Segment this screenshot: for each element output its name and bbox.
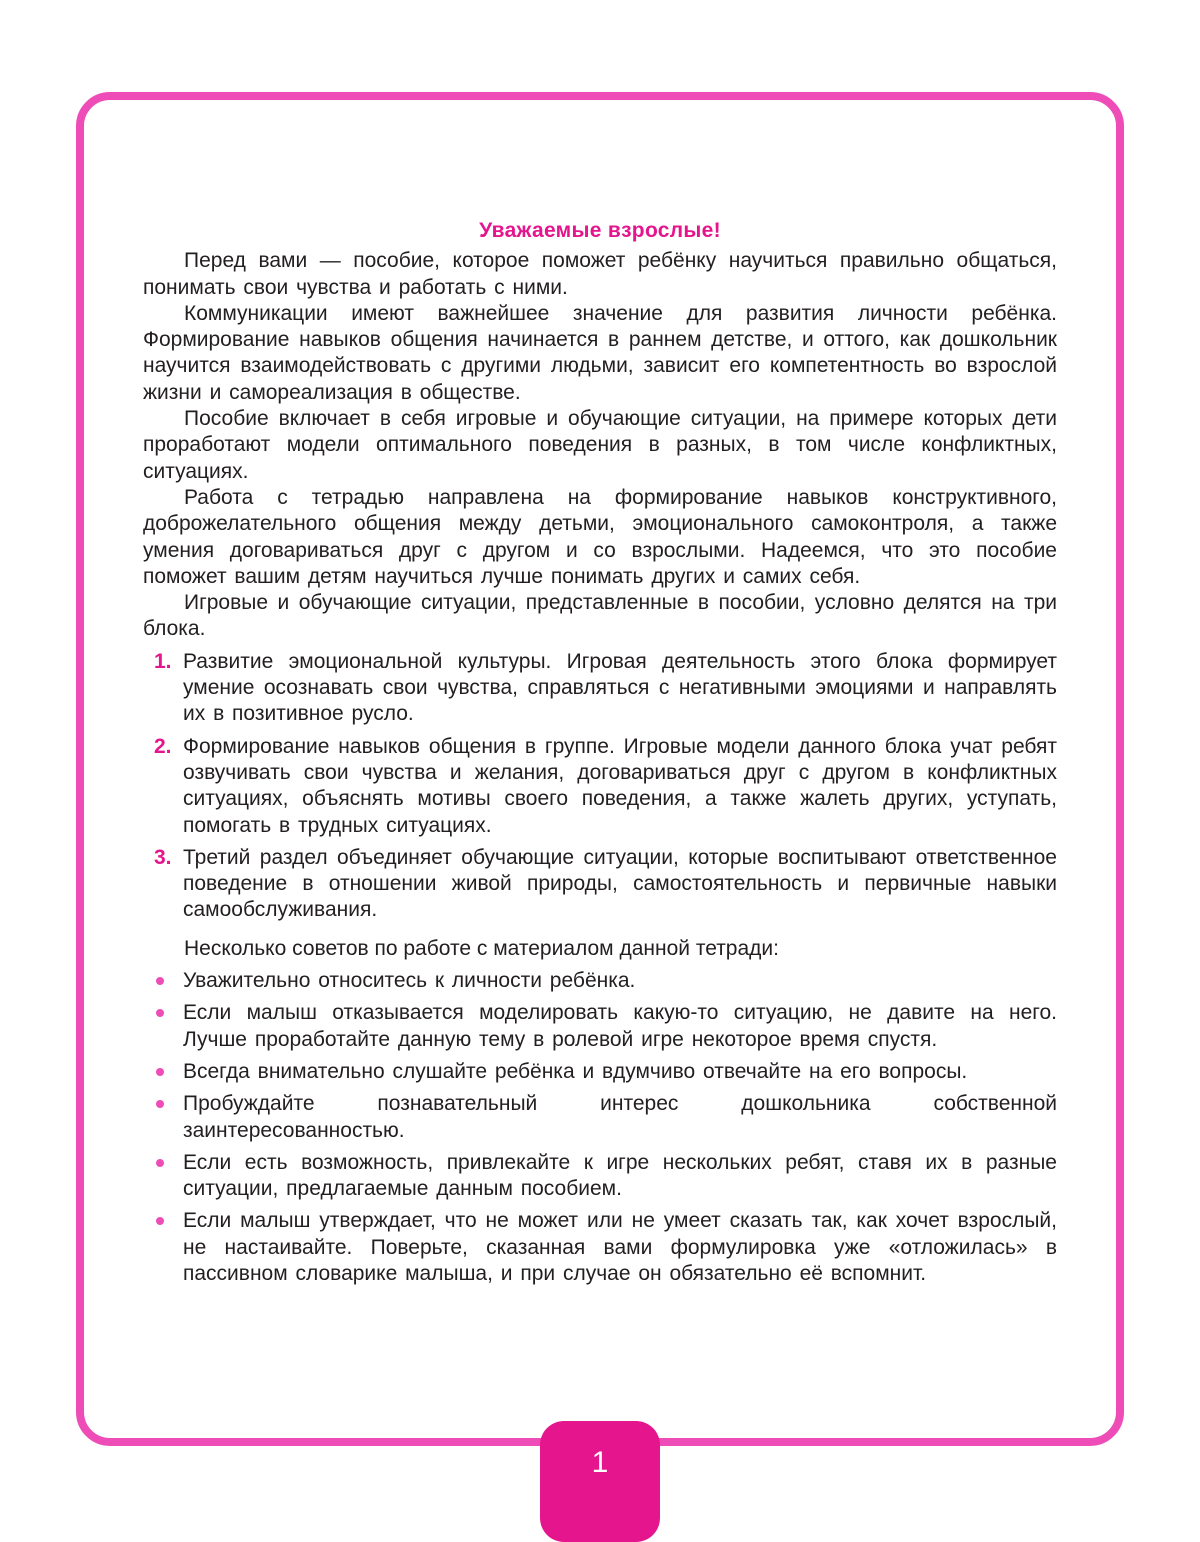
bullet-dot-icon — [156, 1068, 164, 1076]
tip-text: Если малыш отказывается моделировать какую-то ситуацию, не давите на него. Лучше проработайте данную тему в ролевой игре некоторое время спустя. — [183, 1001, 1057, 1051]
bullet-dot-icon — [156, 977, 164, 985]
block-item-1 — [143, 649, 1057, 728]
bullet-dot-icon — [156, 1217, 164, 1225]
intro-paragraph-2: Коммуникации имеют важнейшее значение для развития личности ребёнка. Формирование навыков общения начинается в раннем детстве, и оттого, как дошкольник научится взаимодействовать с другими людьми, зависит его компетентность во взрослой жизни и самореализация в обществе. — [143, 301, 1057, 404]
tip-item — [143, 1059, 1057, 1085]
block-text: Формирование навыков общения в группе. Игровые модели данного блока учат ребят озвучивать свои чувства и желания, договариваться друг с другом в конфликтных ситуациях, объяснять мотивы своего поведения, а также жалеть других, уступать, помогать в трудных ситуациях. — [183, 734, 1057, 837]
intro-paragraph-3: Пособие включает в себя игровые и обучающие ситуации, на примере которых дети проработают модели оптимального поведения в разных, в том числе конфликтных, ситуациях. — [143, 407, 1057, 483]
intro-paragraph-4: Работа с тетрадью направлена на формирование навыков конструктивного, доброжелательного общения между детьми, эмоционального самоконтроля, а также умения договариваться друг с другом и со взрослыми. Надеемся, что это пособие поможет вашим детям научиться лучше понимать других и самих себя. — [143, 485, 1057, 588]
tip-text: Если малыш утверждает, что не может или не умеет сказать так, как хочет взрослый, не настаивайте. Поверьте, сказанная вами формулировка уже «отложилась» в пассивном словарике малыша, и при случае он обязательно её вспомнит. — [183, 1209, 1057, 1285]
block-number: 1. — [154, 649, 172, 673]
tip-text: Всегда внимательно слушайте ребёнка и вдумчиво отвечайте на его вопросы. — [183, 1059, 968, 1083]
tips-intro: Несколько советов по работе с материалом данной тетради: — [184, 936, 779, 960]
block-number: 2. — [154, 734, 172, 758]
block-text: Третий раздел объединяет обучающие ситуации, которые воспитывают ответственное поведение в отношении живой природы, самостоятельность и первичные навыки самообслуживания. — [183, 845, 1057, 922]
tip-text: Пробуждайте познавательный интерес дошкольника собственной заинтересованностью. — [183, 1092, 1057, 1142]
tip-text: Если есть возможность, привлекайте к игре нескольких ребят, ставя их в разные ситуации, предлагаемые данным пособием. — [183, 1150, 1057, 1201]
bullet-dot-icon — [156, 1159, 164, 1167]
blocks-list — [143, 649, 1057, 924]
tip-item — [143, 1000, 1057, 1053]
block-number: 3. — [154, 845, 172, 869]
tip-item — [143, 1091, 1057, 1144]
page-content — [143, 218, 1057, 1293]
page-number: 1 — [591, 1446, 609, 1479]
tips-list — [143, 968, 1057, 1287]
page-number-tab — [540, 1421, 660, 1542]
intro-paragraph-1: Перед вами — пособие, которое поможет ребёнку научиться правильно общаться, понимать свои чувства и работать с ними. — [143, 249, 1057, 299]
block-text: Развитие эмоциональной культуры. Игровая деятельность этого блока формирует умение осознавать свои чувства, справляться с негативными эмоциями и направлять их в позитивное русло. — [183, 649, 1057, 726]
intro-paragraph-5: Игровые и обучающие ситуации, представленные в пособии, условно делятся на три блока. — [143, 591, 1057, 641]
block-item-3 — [143, 845, 1057, 924]
tip-item — [143, 968, 1057, 994]
bullet-dot-icon — [156, 1009, 164, 1017]
tip-item — [143, 1150, 1057, 1203]
block-item-2 — [143, 734, 1057, 839]
tip-text: Уважительно относитесь к личности ребёнка. — [183, 969, 636, 993]
tip-item — [143, 1208, 1057, 1287]
page-title: Уважаемые взрослые! — [479, 219, 721, 242]
bullet-dot-icon — [156, 1100, 164, 1108]
